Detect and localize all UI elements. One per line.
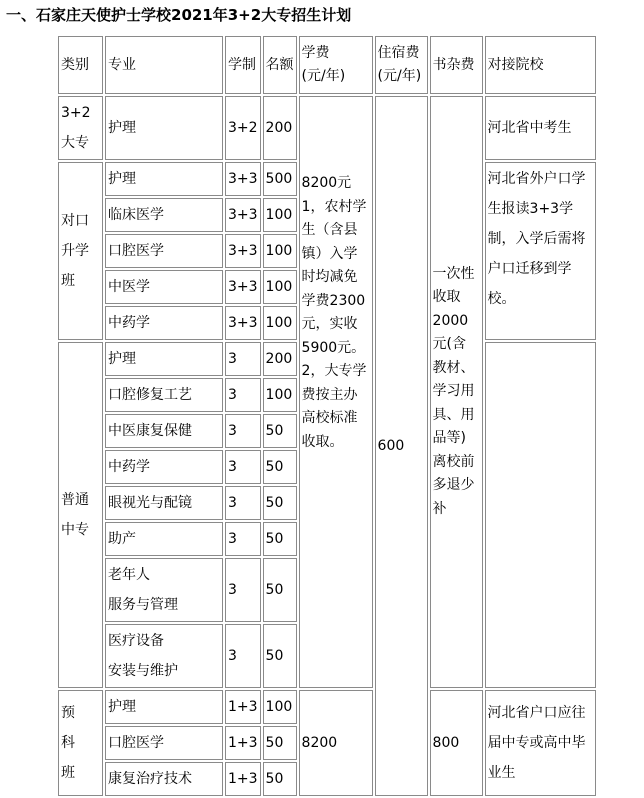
duration-cell: 3+3 — [225, 198, 261, 232]
quota-cell: 100 — [263, 198, 297, 232]
category-cell: 对口 升学班 — [58, 162, 103, 340]
quota-cell: 50 — [263, 726, 297, 760]
header-lodging: 住宿费 (元/年) — [375, 36, 428, 94]
duration-cell: 1+3 — [225, 690, 261, 724]
major-cell: 口腔修复工艺 — [105, 378, 223, 412]
quota-cell: 50 — [263, 450, 297, 484]
quota-cell: 50 — [263, 486, 297, 520]
major-cell: 中医学 — [105, 270, 223, 304]
quota-cell: 50 — [263, 558, 297, 622]
quota-cell: 100 — [263, 270, 297, 304]
books-cell: 800 — [430, 690, 483, 796]
quota-cell: 100 — [263, 690, 297, 724]
major-cell: 口腔医学 — [105, 726, 223, 760]
major-cell: 护理 — [105, 690, 223, 724]
quota-cell: 200 — [263, 342, 297, 376]
quota-cell: 100 — [263, 234, 297, 268]
major-cell: 护理 — [105, 162, 223, 196]
header-books: 书杂费 — [430, 36, 483, 94]
duration-cell: 3 — [225, 378, 261, 412]
duration-cell: 3 — [225, 522, 261, 556]
quota-cell: 100 — [263, 306, 297, 340]
partner-empty-cell — [485, 342, 596, 688]
major-cell: 老年人 服务与管理 — [105, 558, 223, 622]
major-cell: 医疗设备 安装与维护 — [105, 624, 223, 688]
partner-cell: 河北省中考生 — [485, 96, 596, 160]
duration-cell: 3 — [225, 342, 261, 376]
major-cell: 中药学 — [105, 450, 223, 484]
header-tuition: 学费 (元/年) — [299, 36, 373, 94]
header-category: 类别 — [58, 36, 103, 94]
major-cell: 助产 — [105, 522, 223, 556]
category-cell: 普通 中专 — [58, 342, 103, 688]
duration-cell: 3+2 — [225, 96, 261, 160]
duration-cell: 3 — [225, 450, 261, 484]
books-shared-cell: 一次性收取2000元(含教材、学习用具、用品等)离校前多退少补 — [430, 96, 483, 688]
duration-cell: 3 — [225, 624, 261, 688]
major-cell: 中医康复保健 — [105, 414, 223, 448]
table-row — [58, 96, 596, 160]
quota-cell: 50 — [263, 414, 297, 448]
category-cell: 预 科 班 — [58, 690, 103, 796]
quota-cell: 500 — [263, 162, 297, 196]
page-heading: 一、石家庄天使护士学校2021年3+2大专招生计划 — [6, 6, 352, 24]
major-cell: 口腔医学 — [105, 234, 223, 268]
major-cell: 中药学 — [105, 306, 223, 340]
quota-cell: 50 — [263, 522, 297, 556]
major-cell: 临床医学 — [105, 198, 223, 232]
duration-cell: 1+3 — [225, 726, 261, 760]
table-row — [58, 690, 596, 724]
duration-cell: 3+3 — [225, 234, 261, 268]
duration-cell: 3+3 — [225, 162, 261, 196]
header-row — [58, 36, 596, 94]
duration-cell: 3 — [225, 558, 261, 622]
tuition-cell: 8200 — [299, 690, 373, 796]
enrollment-plan-table — [56, 34, 598, 798]
duration-cell: 3 — [225, 414, 261, 448]
major-cell: 康复治疗技术 — [105, 762, 223, 796]
major-cell: 护理 — [105, 342, 223, 376]
duration-cell: 1+3 — [225, 762, 261, 796]
header-major: 专业 — [105, 36, 223, 94]
lodging-cell: 600 — [375, 96, 428, 796]
major-cell: 眼视光与配镜 — [105, 486, 223, 520]
partner-cell: 河北省户口应往届中专或高中毕业生 — [485, 690, 596, 796]
quota-cell: 100 — [263, 378, 297, 412]
duration-cell: 3 — [225, 486, 261, 520]
header-partner: 对接院校 — [485, 36, 596, 94]
header-quota: 名额 — [263, 36, 297, 94]
partner-cell: 河北省外户口学生报读3+3学制，入学后需将户口迁移到学校。 — [485, 162, 596, 340]
quota-cell: 50 — [263, 624, 297, 688]
duration-cell: 3+3 — [225, 270, 261, 304]
header-duration: 学制 — [225, 36, 261, 94]
major-cell: 护理 — [105, 96, 223, 160]
quota-cell: 50 — [263, 762, 297, 796]
duration-cell: 3+3 — [225, 306, 261, 340]
quota-cell: 200 — [263, 96, 297, 160]
tuition-shared-cell: 8200元 1，农村学生（含县镇）入学时均减免学费2300元，实收5900元。 2，大专学费按主办高校标准收取。 — [299, 96, 373, 688]
category-cell: 3+2 大专 — [58, 96, 103, 160]
